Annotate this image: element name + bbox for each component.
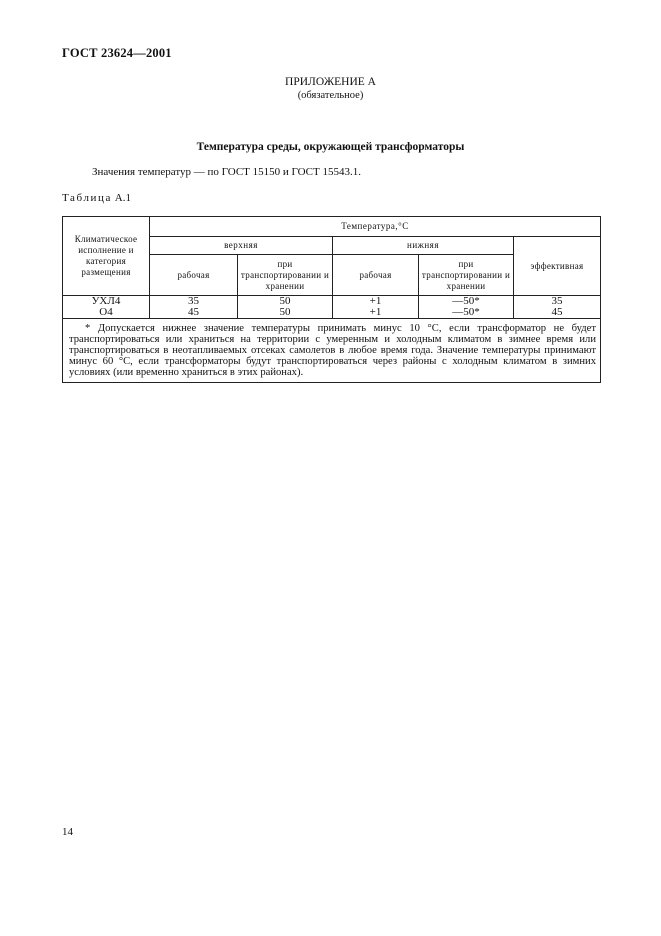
temperature-table xyxy=(62,216,601,383)
cell-climate-names xyxy=(63,296,150,319)
row-name: О4 xyxy=(99,306,113,318)
cell-lower-working xyxy=(333,296,419,319)
footnote-text: * Допускается нижнее значение температуры принимать минус 10 °С, если трансформатор не будет транспортироваться или храниться на территории с умеренным и холодным климатом в зимнее время или транспортироваться в неотапливаемых отсеках самолетов в любое время года. Значение температуры принимают минус 60 °С, если трансформаторы будут транспортироваться через районы с холодным климатом в зимних условиях (или временно храниться в этих районах). xyxy=(69,323,596,378)
appendix-heading xyxy=(0,76,661,102)
header-temperature: Температура,°С xyxy=(150,217,601,237)
value: 35 xyxy=(188,295,199,307)
value: —50* xyxy=(452,306,480,318)
header-lower-working: рабочая xyxy=(333,255,419,296)
document-code: ГОСТ 23624—2001 xyxy=(62,46,172,60)
table-label-word: Таблица xyxy=(62,192,112,204)
page-number: 14 xyxy=(62,826,73,838)
intro-paragraph: Значения температур — по ГОСТ 15150 и ГОСТ 15543.1. xyxy=(92,166,361,178)
table-label xyxy=(62,192,131,204)
section-title: Температура среды, окружающей трансформаторы xyxy=(196,141,465,153)
value: +1 xyxy=(369,295,382,307)
header-upper-working: рабочая xyxy=(150,255,238,296)
header-lower: нижняя xyxy=(333,237,514,255)
value: 45 xyxy=(551,306,563,318)
table-data-row xyxy=(63,296,601,319)
table-label-number: А.1 xyxy=(114,192,131,204)
header-climate-category: Климатическое исполнение и категория размещения xyxy=(63,217,150,296)
value: +1 xyxy=(369,306,382,318)
cell-upper-working xyxy=(150,296,238,319)
value: 50 xyxy=(279,306,291,318)
header-upper-transport: при транспортировании и хранении xyxy=(238,255,333,296)
appendix-title: ПРИЛОЖЕНИЕ А xyxy=(285,76,376,88)
value: 50 xyxy=(279,295,291,307)
header-upper: верхняя xyxy=(150,237,333,255)
appendix-subtitle: (обязательное) xyxy=(297,90,364,101)
cell-upper-transport xyxy=(238,296,333,319)
row-name: УХЛ4 xyxy=(91,295,121,307)
header-effective: эффективная xyxy=(514,237,601,296)
header-lower-transport: при транспортировании и хранении xyxy=(419,255,514,296)
cell-effective xyxy=(514,296,601,319)
value: —50* xyxy=(452,295,480,307)
value: 35 xyxy=(551,295,563,307)
table-footnote xyxy=(63,319,601,383)
cell-lower-transport xyxy=(419,296,514,319)
value: 45 xyxy=(188,306,199,318)
